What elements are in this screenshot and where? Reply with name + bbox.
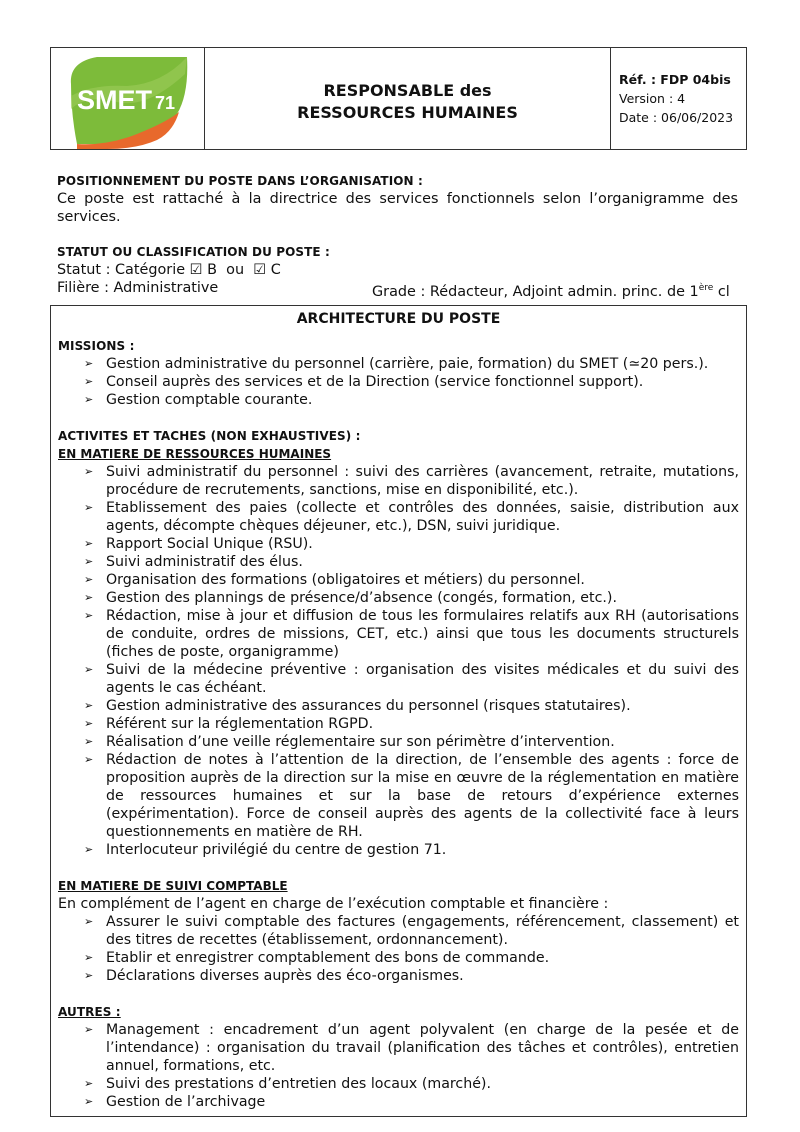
list-item: ➢ Réalisation d’une veille réglementaire sur son périmètre d’intervention. <box>84 734 615 750</box>
reference: Réf. : FDP 04bis <box>619 72 731 87</box>
rh-list <box>58 463 739 859</box>
list-item: ➢ Rédaction, mise à jour et diffusion de tous les formulaires relatifs aux RH (autorisations de conduite, ordres de missions, CET, etc.) ainsi que tous les documents structurels (fiches de poste, organigramme) <box>84 608 739 660</box>
compta-label: EN MATIERE DE SUIVI COMPTABLE <box>58 879 288 893</box>
positionnement-text: Ce poste est rattaché à la directrice des services fonctionnels selon l’organigramme des services. <box>57 191 738 225</box>
list-item: ➢ Assurer le suivi comptable des factures (engagements, référencement, classement) et des titres de recettes (établissement, ordonnancement). <box>84 914 739 948</box>
statut-section <box>57 243 738 300</box>
list-item: ➢ Suivi administratif du personnel : suivi des carrières (avancement, retraite, mutations, procédure de recrutements, sanctions, mise en disponibilité, etc.). <box>84 464 739 498</box>
filiere: Filière : Administrative <box>57 280 219 296</box>
list-item: ➢ Gestion des plannings de présence/d’absence (congés, formation, etc.). <box>84 590 617 606</box>
statut-line <box>57 261 738 279</box>
document-title <box>205 48 611 149</box>
list-item: ➢ Interlocuteur privilégié du centre de gestion 71. <box>84 842 447 858</box>
autres-list <box>58 1021 739 1111</box>
list-item: ➢ Rédaction de notes à l’attention de la direction, de l’ensemble des agents : force de proposition auprès de la direction sur la mise en œuvre de la réglementation en matière de ressources humaines et sur la base de retours d’expérience externes (expérimentation). Force de conseil auprès des agents de la collectivité face à leurs questionnements en matière de RH. <box>84 752 739 840</box>
architecture-box <box>50 305 747 1117</box>
logo-cell <box>51 48 205 149</box>
date: Date : 06/06/2023 <box>619 110 734 125</box>
compta-intro: En complément de l’agent en charge de l’exécution comptable et financière : <box>58 896 609 912</box>
list-item: ➢ Management : encadrement d’un agent polyvalent (en charge de la pesée et de l’intendance) : organisation du travail (planification des tâches et contrôles), entretien annuel, formations, etc. <box>84 1022 739 1074</box>
positionnement-label: POSITIONNEMENT DU POSTE DANS L’ORGANISATION : <box>57 174 423 188</box>
ou-text: ou <box>226 262 245 278</box>
architecture-title: ARCHITECTURE DU POSTE <box>296 311 501 327</box>
list-item: ➢ Référent sur la réglementation RGPD. <box>84 716 374 732</box>
missions-label: MISSIONS : <box>58 339 135 353</box>
list-item: ➢ Gestion de l’archivage <box>84 1094 266 1110</box>
title-line-2: RESSOURCES HUMAINES <box>297 102 518 122</box>
list-item: ➢ Gestion administrative des assurances du personnel (risques statutaires). <box>84 698 631 714</box>
list-item: ➢ Suivi des prestations d’entretien des locaux (marché). <box>84 1076 491 1092</box>
statut-prefix: Statut : Catégorie <box>57 262 186 278</box>
checkbox-b-icon: ☑ <box>189 262 203 278</box>
activites-label: ACTIVITES ET TACHES (NON EXHAUSTIVES) : <box>58 429 361 443</box>
list-item: ➢ Organisation des formations (obligatoires et métiers) du personnel. <box>84 572 585 588</box>
list-item: ➢ Suivi administratif des élus. <box>84 554 303 570</box>
architecture-content <box>58 337 739 1111</box>
list-item: ➢ Etablir et enregistrer comptablement des bons de commande. <box>84 950 550 966</box>
list-item: ➢ Conseil auprès des services et de la Direction (service fonctionnel support). <box>84 374 644 390</box>
statut-label: STATUT OU CLASSIFICATION DU POSTE : <box>57 245 330 259</box>
list-item: ➢ Déclarations diverses auprès des éco-organismes. <box>84 968 464 984</box>
list-item: ➢ Gestion administrative du personnel (carrière, paie, formation) du SMET (≃20 pers.). <box>84 356 709 372</box>
compta-list <box>58 913 739 985</box>
list-item: ➢ Gestion comptable courante. <box>84 392 313 408</box>
header-table <box>50 47 747 150</box>
title-line-1: RESPONSABLE des <box>323 80 492 100</box>
logo-text: SMET <box>77 85 153 115</box>
category-b: B <box>207 262 218 278</box>
positionnement-section <box>57 172 738 226</box>
version: Version : 4 <box>619 91 686 106</box>
checkbox-c-icon: ☑ <box>253 262 267 278</box>
smet-logo <box>67 54 191 149</box>
list-item: ➢ Rapport Social Unique (RSU). <box>84 536 313 552</box>
filiere-grade-line <box>57 279 738 300</box>
logo-number: 71 <box>155 93 176 113</box>
grade: Grade : Rédacteur, Adjoint admin. princ. de 1ère cl <box>372 283 730 300</box>
rh-label: EN MATIERE DE RESSOURCES HUMAINES <box>58 447 332 461</box>
list-item: ➢ Etablissement des paies (collecte et contrôles des données, saisie, distribution aux agents, décompte chèques déjeuner, etc.), DSN, suivi juridique. <box>84 500 739 534</box>
autres-label: AUTRES : <box>58 1005 121 1019</box>
document-meta <box>611 48 746 149</box>
category-c: C <box>270 262 281 278</box>
missions-list <box>58 355 739 409</box>
list-item: ➢ Suivi de la médecine préventive : organisation des visites médicales et du suivi des agents le cas échéant. <box>84 662 739 696</box>
